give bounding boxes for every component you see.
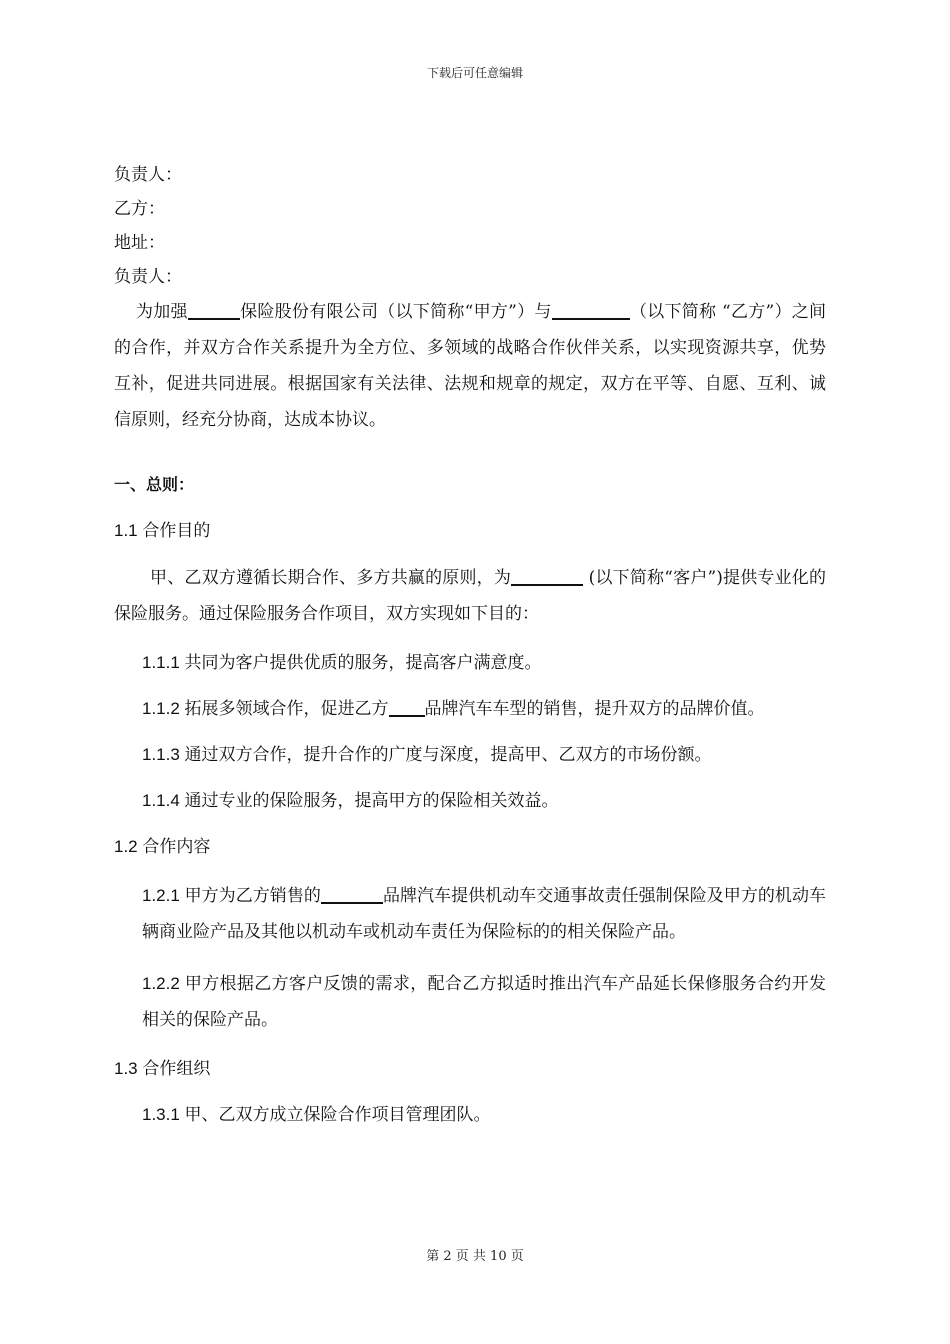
blank-insurer-name[interactable] xyxy=(188,300,240,320)
responsible-person-line: 负责人： xyxy=(114,165,182,185)
page-header: 下载后可任意编辑 xyxy=(426,66,523,80)
item-1-1-1: 1.1.1 共同为客户提供优质的服务，提高客户满意度。 xyxy=(142,653,542,672)
section-1-1-title: 1.1 合作目的 xyxy=(114,521,211,540)
party-b-line: 乙方： xyxy=(114,199,165,219)
blank-brand-2[interactable] xyxy=(321,884,383,904)
blank-brand[interactable] xyxy=(389,697,425,717)
item-1-1-3: 1.1.3 通过双方合作，提升合作的广度与深度，提高甲、乙双方的市场份额。 xyxy=(142,745,712,764)
blank-party-b-name[interactable] xyxy=(552,300,630,320)
item-1-3-1: 1.3.1 甲、乙双方成立保险合作项目管理团队。 xyxy=(142,1105,491,1124)
item-1-2-2: 1.2.2 甲方根据乙方客户反馈的需求，配合乙方拟适时推出汽车产品延长保修服务合约开发相关的保险产品。 xyxy=(142,974,826,1029)
section-1-1-paragraph: 甲、乙双方遵循长期合作、多方共赢的原则，为 (以下简称“客户”)提供专业化的保险服务。通过保险服务合作项目，双方实现如下目的： xyxy=(114,568,826,624)
blank-customer[interactable] xyxy=(511,566,583,586)
item-1-1-4: 1.1.4 通过专业的保险服务，提高甲方的保险相关效益。 xyxy=(142,791,559,810)
item-1-2-1: 1.2.1 甲方为乙方销售的 品牌汽车提供机动车交通事故责任强制保险及甲方的机动车辆商业险产品及其他以机动车或机动车责任为保险标的的相关保险产品。 xyxy=(142,886,827,941)
responsible-person-line-2: 负责人： xyxy=(114,267,182,287)
section-1-2-title: 1.2 合作内容 xyxy=(114,837,211,856)
item-1-1-2: 1.1.2 拓展多领域合作，促进乙方 品牌汽车车型的销售，提升双方的品牌价值。 xyxy=(142,699,765,718)
page-footer: 第 2 页 共 10 页 xyxy=(426,1249,524,1264)
document-body xyxy=(114,158,826,1130)
section-1-3-title: 1.3 合作组织 xyxy=(114,1059,211,1078)
intro-paragraph: 为加强 保险股份有限公司（以下简称“甲方”）与 （以下简称 “乙方”）之间的合作，并双方合作关系提升为全方位、多领域的战略合作伙伴关系，以实现资源共享，优势互补，促进共同进展。根据国家有关法律、法规和规章的规定，双方在平等、自愿、互利、诚信原则，经充分协商，达成本协议。 xyxy=(114,302,827,430)
address-line: 地址： xyxy=(114,233,165,253)
section-general-heading: 一、总则： xyxy=(114,475,195,494)
